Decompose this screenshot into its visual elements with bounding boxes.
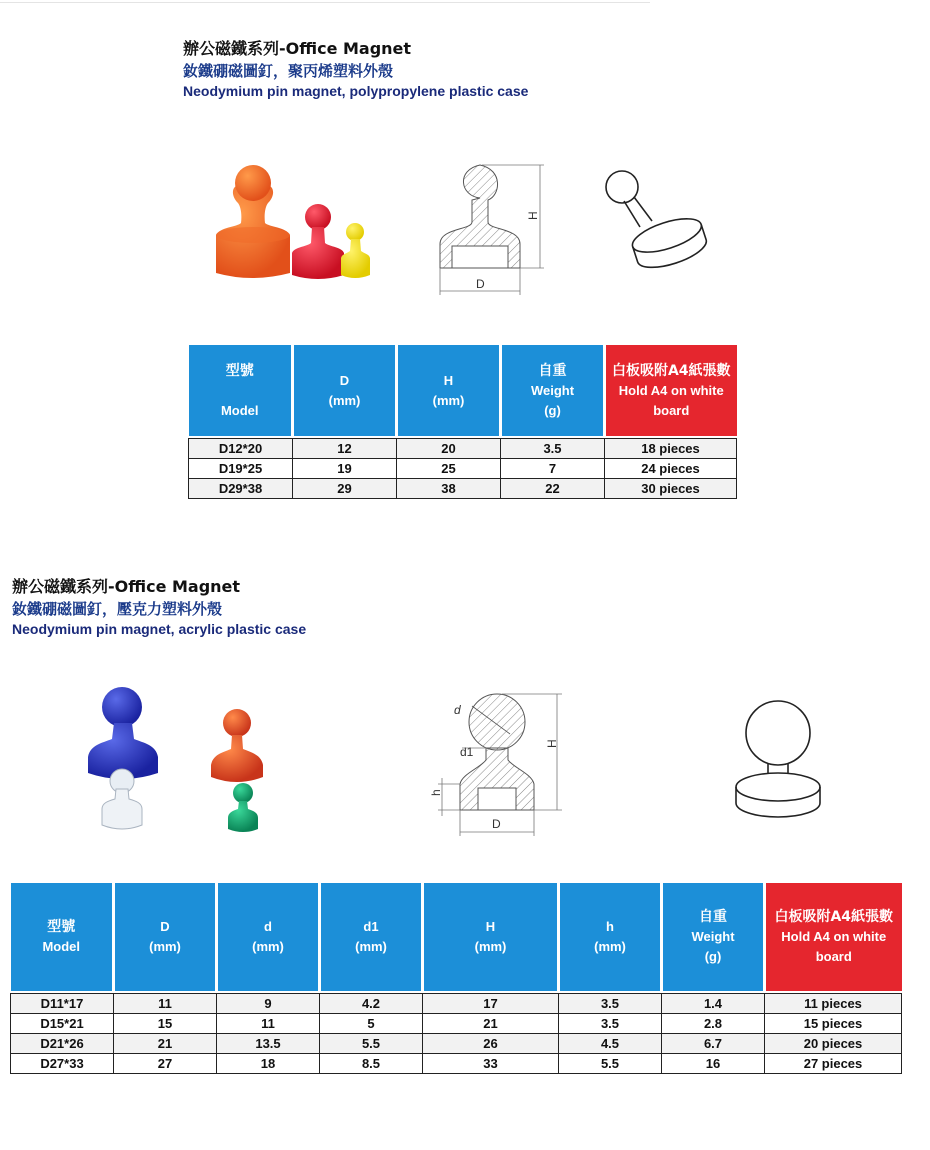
section-title: 辦公磁鐵系列-Office Magnet [183, 39, 412, 58]
table-cell: 9 [217, 994, 320, 1014]
table-header-row [189, 345, 737, 436]
table-cell: 21 [114, 1034, 217, 1054]
table-cell: 27 [114, 1054, 217, 1074]
table-row [189, 479, 737, 499]
table-cell: D19*25 [189, 459, 293, 479]
acrylic-pin-dimension-drawing [420, 690, 570, 840]
acrylic-pin-sketch [728, 695, 838, 825]
header-weight: 自重 Weight (g) [662, 883, 765, 991]
header-d1: d1 (mm) [320, 883, 423, 991]
table-row [11, 1034, 902, 1054]
table-cell: 21 [423, 1014, 559, 1034]
table-cell: 3.5 [501, 439, 605, 459]
header-model: 型號 Model [11, 883, 114, 991]
table-cell: 20 pieces [765, 1034, 902, 1054]
table-cell: D27*33 [11, 1054, 114, 1074]
table-cell: 18 pieces [605, 439, 737, 459]
section-subtitle-cn: 釹鐵硼磁圖釘，壓克力塑料外殼 [12, 600, 223, 618]
table-cell: D11*17 [11, 994, 114, 1014]
dim-label-h: h [429, 789, 443, 796]
table-cell: 4.5 [559, 1034, 662, 1054]
section-subtitle-en: Neodymium pin magnet, acrylic plastic case [12, 621, 307, 637]
table-cell: 20 [397, 439, 501, 459]
dim-label-H: H [545, 739, 559, 748]
table-cell: 6.7 [662, 1034, 765, 1054]
section-title: 辦公磁鐵系列-Office Magnet [12, 577, 241, 596]
dim-label-D: D [476, 277, 485, 291]
table-cell: 29 [293, 479, 397, 499]
top-divider [0, 2, 650, 3]
table-row [11, 994, 902, 1014]
table-header-row [11, 883, 902, 991]
header-D: D (mm) [114, 883, 217, 991]
table-cell: D12*20 [189, 439, 293, 459]
table-cell: 26 [423, 1034, 559, 1054]
table-cell: 1.4 [662, 994, 765, 1014]
dim-label-d: d [454, 703, 461, 717]
header-hold-a4: 白板吸附A4紙張數 Hold A4 on white board [605, 345, 737, 436]
table-cell: 15 [114, 1014, 217, 1034]
pp-pin-sketch [600, 165, 715, 280]
table-cell: 19 [293, 459, 397, 479]
header-H: H (mm) [423, 883, 559, 991]
table-cell: 30 pieces [605, 479, 737, 499]
table-cell: 11 [114, 994, 217, 1014]
table-cell: 16 [662, 1054, 765, 1074]
acrylic-pins-photo-blue-clear [82, 685, 172, 835]
table-cell: 18 [217, 1054, 320, 1074]
table-cell: 4.2 [320, 994, 423, 1014]
table-cell: D29*38 [189, 479, 293, 499]
table-cell: D21*26 [11, 1034, 114, 1054]
header-H: H (mm) [397, 345, 501, 436]
header-d: d (mm) [217, 883, 320, 991]
table-cell: 15 pieces [765, 1014, 902, 1034]
table-cell: 5.5 [559, 1054, 662, 1074]
table-cell: 3.5 [559, 1014, 662, 1034]
table-cell: 12 [293, 439, 397, 459]
table-cell: 13.5 [217, 1034, 320, 1054]
table-cell: 38 [397, 479, 501, 499]
header-h: h (mm) [559, 883, 662, 991]
header-D: D (mm) [293, 345, 397, 436]
pp-pin-dimension-drawing [432, 160, 557, 300]
table-cell: 7 [501, 459, 605, 479]
table-cell: 24 pieces [605, 459, 737, 479]
table-row [11, 1014, 902, 1034]
table-cell: 5 [320, 1014, 423, 1034]
pp-pins-photo [210, 155, 385, 285]
dim-label-D: D [492, 817, 501, 831]
table-cell: 25 [397, 459, 501, 479]
section-subtitle-en: Neodymium pin magnet, polypropylene plastic case [183, 83, 529, 99]
table-cell: D15*21 [11, 1014, 114, 1034]
table-cell: 33 [423, 1054, 559, 1074]
table-cell: 2.8 [662, 1014, 765, 1034]
table-cell: 5.5 [320, 1034, 423, 1054]
pp-spec-table [188, 345, 737, 499]
table-cell: 3.5 [559, 994, 662, 1014]
section-subtitle-cn: 釹鐵硼磁圖釘，聚丙烯塑料外殼 [183, 62, 394, 80]
table-row [189, 439, 737, 459]
acrylic-spec-table [10, 883, 902, 1074]
header-weight: 自重 Weight (g) [501, 345, 605, 436]
table-cell: 11 [217, 1014, 320, 1034]
table-cell: 22 [501, 479, 605, 499]
acrylic-pins-photo-orange-green [205, 705, 270, 835]
table-cell: 11 pieces [765, 994, 902, 1014]
table-cell: 8.5 [320, 1054, 423, 1074]
dim-label-d1: d1 [460, 745, 474, 759]
dim-label-H: H [526, 211, 540, 220]
table-row [189, 459, 737, 479]
table-cell: 27 pieces [765, 1054, 902, 1074]
table-cell: 17 [423, 994, 559, 1014]
table-row [11, 1054, 902, 1074]
header-model: 型號 Model [189, 345, 293, 436]
header-hold-a4: 白板吸附A4紙張數 Hold A4 on white board [765, 883, 902, 991]
